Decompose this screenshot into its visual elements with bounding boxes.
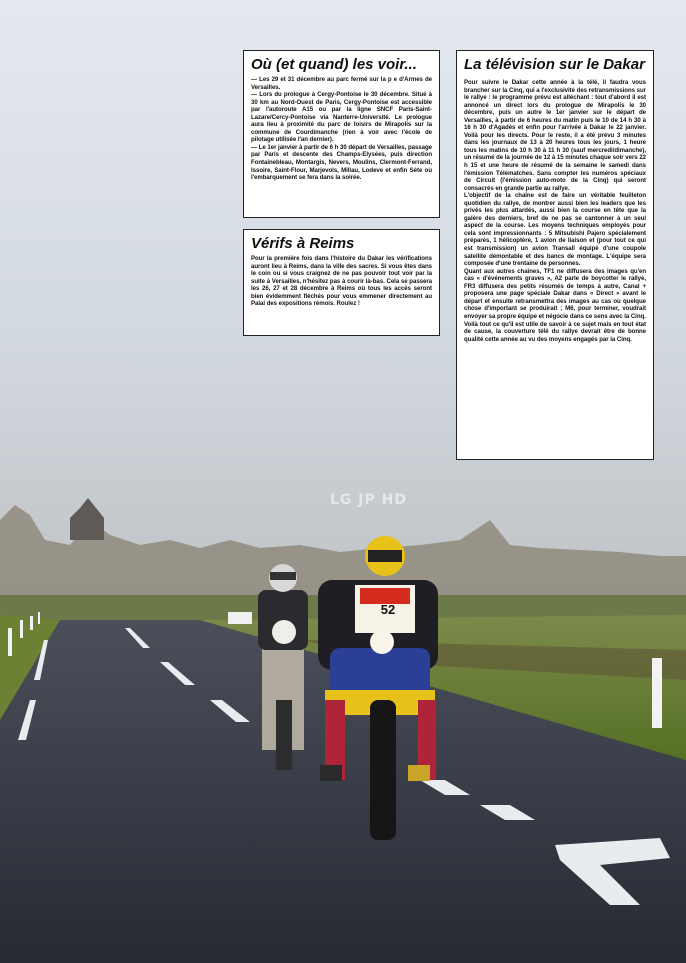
sidebar-reims	[243, 229, 440, 336]
reims-title: Vérifs à Reims	[251, 235, 355, 252]
television-body: Pour suivre le Dakar cette année à la télé, il faudra vous brancher sur la Cinq, qui a l'exclusivité des retransmissions sur le rallye : le programme prévu est alléchant : tout d'abord il est annoncé un direct lors du prologue de Mirapolis le 30 décembre, puis un autre le 1er janvier sur le départ de Versailles, à partir de 6 heures du matin puis le 10 de 14 h 30 à 16 h 30 d'Agadès et enfin pour l'arrivée à Dakar le 22 janvier. Voilà pour les directs. Pour le reste, il a été prévu 3 minutes dans les journaux de 13 à 20 heures tous les jours, 1 heure tous les matins de 10 h 30 à 11 h 30 (sauf mercredi/dimanche), un résumé de la journée de 12 à 15 minutes chaque soir vers 22 h 15 et une heure de résumé de la semaine le samedi dans l'émission Télématches. Sans compter les numéros spéciaux de Circuit (l'émission auto-moto de la Cinq) qui seront consacrés en grande partie au rallye. L'objectif de la chaîne est de faire un véritable feuilleton quotidien du rallye, de montrer aussi bien les leaders que les privés les plus attardés, aussi bien la course en tête que la galère des derniers, bref de ne pas se cantonner à un seul aspect de la course. Les moyens techniques employés pour cela sont impressionnants : 5 Mitsubishi Pajero spécialement préparés, 1 hélicoptère, 1 avion de liaison et (pour tout ce qui est transmission) un avion Transall équipé d'une coupole satellite démontable et des bancs de montage. L'équipe sera composée d'une trentaine de personnes. Quant aux autres chaînes, TF1 ne diffusera des images qu'en cas « d'événements graves », A2 parle de boycotter le rallye, FR3 diffusera des petits résumés de temps à autre, Canal + proposera une page spéciale Dakar dans « Direct » avant le départ et ensuite retransmettra des images au cas où quelque chose d'important se produirait ; M6, pour terminer, voudrait envoyer sa propre équipe et négocie dans ce sens avec la Cinq. Voilà tout ce qu'il est utile de savoir à ce sujet mais en tout état de cause, la couverture télé du rallye devrait être de bonne qualité cette année au vu des moyens engagés par la Cinq.	[464, 79, 646, 343]
svg-text:52: 52	[380, 602, 396, 617]
reims-body: Pour la première fois dans l'histoire du Dakar les vérifications auront lieu à Reims, dans la ville des sacres. Si vous êtes dans le coin ou si vous craignez de ne pas pouvoir tout voir par la suite à Versailles, n'hésitez pas à courir là-bas. Cela se passera les 26, 27 et 28 décembre à Reims où tous les accès seront bien évidemment fléchés pour vous emmener directement au Palai des expositions rémois. Roulez !	[251, 255, 432, 308]
watermark: LG JP HD	[330, 492, 407, 508]
sidebar-television	[456, 50, 654, 460]
sidebar-where-to-see	[243, 50, 440, 218]
where-to-see-body: — Les 29 et 31 décembre au parc fermé sur la p e d'Armes de Versailles. — Lors du prologue à Cergy-Pontoise le 30 décembre. Situé à 30 km au Nord-Ouest de Paris, Cergy-Pontoise est accessible par l'autoroute A15 ou par la ligne SNCF Paris-Saint-Lazare/Cercy-Pontoise via Nanterre-Université. Le prologue aura lieu à proximité du parc de loisirs de Mirapolis sur la commune de Courdimanche (rien à voir avec l'école de pilotage utilisée l'an dernier). — Le 1er janvier à partir de 6 h 30 départ de Versailles, passage par Paris et descente des Champs-Elysées, puis direction Fontainebleau, Montargis, Nevers, Moulins, Clermont-Ferrand, Issoire, Saint-Flour, Marjevols, Millau, Lodeve et enfin Sète où l'embarquement se fera dans la soirée.	[251, 76, 432, 182]
television-title: La télévision sur le Dakar	[464, 56, 645, 73]
where-to-see-title: Où (et quand) les voir...	[251, 56, 417, 73]
